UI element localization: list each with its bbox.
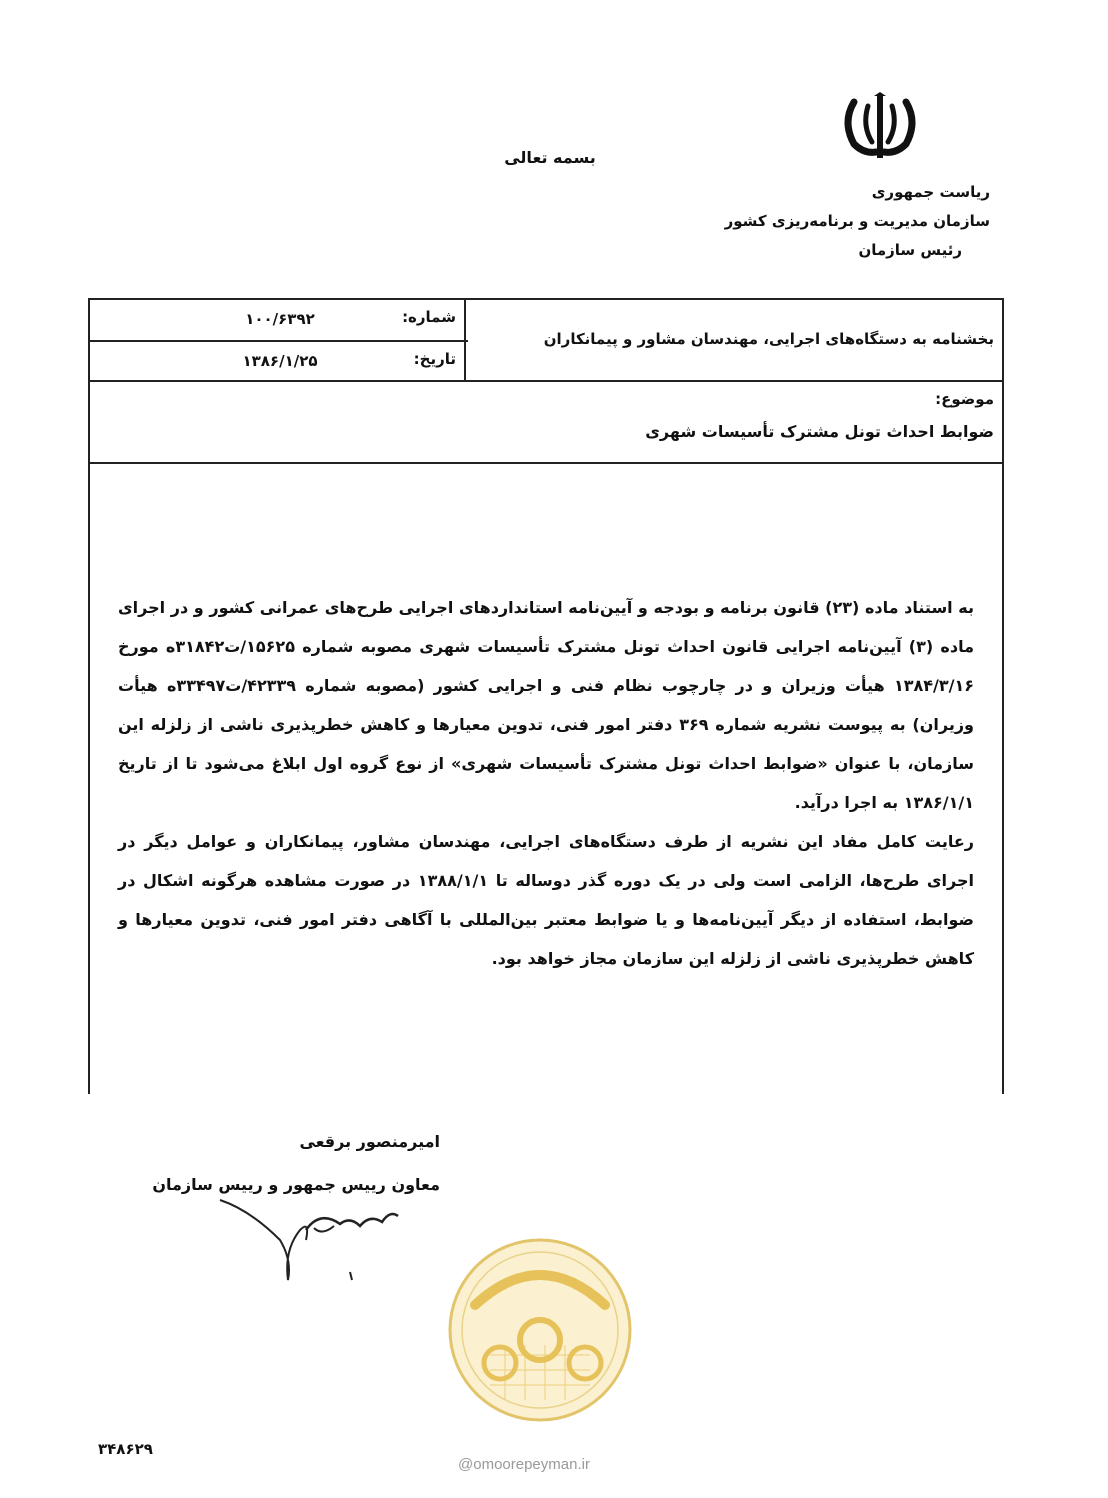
amoor-peyman-logo <box>445 1235 635 1425</box>
paragraph-1-text-end: از نوع گروه اول ابلاغ می‌شود تا از تاریخ ۱۳۸۶/۱/۱ به اجرا درآید. <box>118 754 974 812</box>
signer-name: امیرمنصور برقعی <box>299 1132 440 1151</box>
subject-text: ضوابط احداث تونل مشترک تأسیسات شهری <box>645 422 994 441</box>
paragraph-1-text: به استناد ماده (۲۳) قانون برنامه و بودجه و آیین‌نامه استانداردهای اجرایی طرح‌های عمرانی کشور و در اجرای ماده (۳) آیین‌نامه اجرایی قانون احداث تونل مشترک تأسیسات شهری مصوبه شماره ۱۵۶۲۵/ت۳۱۸۴۲ه مورخ ۱۳۸۴/۳/۱۶ هیأت وزیران و در چارچوب نظام فنی و اجرایی کشور (مصوبه شماره ۴۲۳۳۹/ت۳۳۴۹۷ه هیأت وزیران) به پیوست نشریه شماره ۳۶۹ دفتر امور فنی، تدوین معیارها و کاهش خطرپذیری ناشی از زلزله این سازمان، با عنوان <box>118 598 975 773</box>
paragraph-2: رعایت کامل مفاد این نشریه از طرف دستگاه‌های اجرایی، مهندسان مشاور، پیمانکاران و عوامل دیگر در اجرای طرح‌ها، الزامی است ولی در یک دوره گذر دوساله تا ۱۳۸۸/۱/۱ در صورت مشاهده هرگونه اشکال در ضوابط، استفاده از دیگر آیین‌نامه‌ها و یا ضوابط معتبر بین‌المللی با آگاهی دفتر امور فنی، تدوین معیارها و کاهش خطرپذیری ناشی از زلزله این سازمان مجاز خواهد بود. <box>118 832 975 968</box>
organization-header <box>610 178 990 265</box>
addressee: بخشنامه به دستگاه‌های اجرایی، مهندسان مشاور و پیمانکاران <box>464 300 1002 382</box>
iran-emblem-icon <box>840 92 920 164</box>
document-serial-number: ۳۴۸۶۲۹ <box>98 1440 153 1458</box>
signer-title: معاون رییس جمهور و رییس سازمان <box>152 1175 440 1194</box>
org-line-head: رئیس سازمان <box>858 241 962 259</box>
letter-meta-table <box>88 298 1004 464</box>
basmala: بسمه تعالی <box>504 148 596 167</box>
org-line-organization: سازمان مدیریت و برنامه‌ریزی کشور <box>724 212 990 230</box>
date-cell <box>90 342 468 382</box>
number-label: شماره: <box>402 308 456 326</box>
letter-body <box>118 588 974 978</box>
watermark-url: @omoorepeyman.ir <box>458 1456 590 1473</box>
paragraph-1 <box>118 588 974 822</box>
date-value: ۱۳۸۶/۱/۲۵ <box>242 352 318 370</box>
number-cell <box>90 300 468 342</box>
number-value: ۱۰۰/۶۳۹۲ <box>245 310 315 328</box>
org-line-presidency: ریاست جمهوری <box>871 183 990 201</box>
publication-title: «ضوابط احداث تونل مشترک تأسیسات شهری» <box>450 754 828 773</box>
handwritten-signature <box>210 1180 410 1290</box>
subject-cell <box>90 382 1002 470</box>
subject-label: موضوع: <box>935 390 994 408</box>
date-label: تاریخ: <box>413 350 456 368</box>
